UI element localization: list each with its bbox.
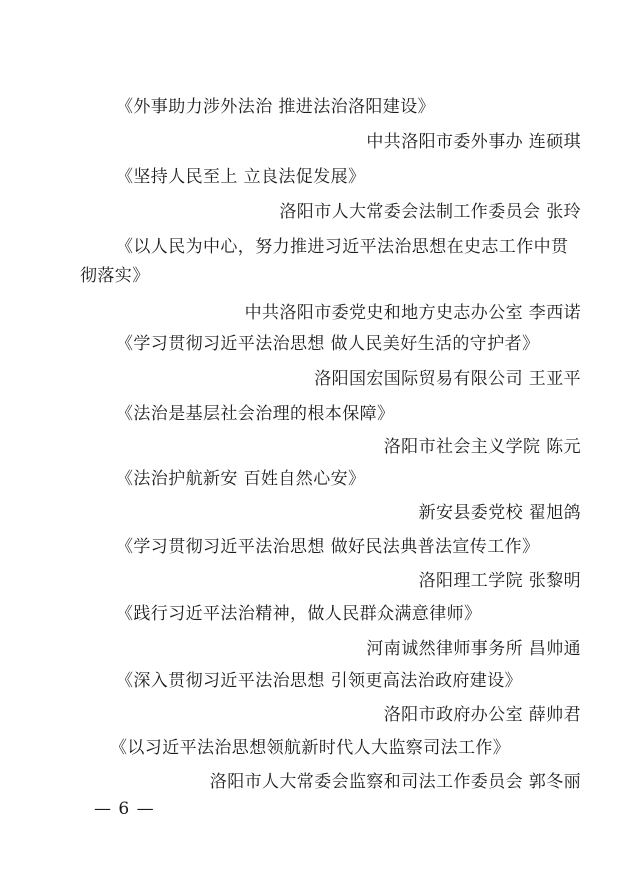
entry-title: 《践行习近平法治精神，做人民群众满意律师》: [116, 604, 482, 624]
entry-author: 中共洛阳市委党史和地方史志办公室 李西诺: [244, 303, 581, 323]
entry-title: 《坚持人民至上 立良法促发展》: [116, 167, 366, 187]
entry-title: 《学习贯彻习近平法治思想 做人民美好生活的守护者》: [116, 334, 540, 354]
entry-title: 《法治护航新安 百姓自然心安》: [116, 469, 366, 489]
entry-title: 《法治是基层社会治理的根本保障》: [116, 404, 395, 424]
entry-title: 《以习近平法治思想领航新时代人大监察司法工作》: [110, 738, 511, 758]
entry-author: 河南诚然律师事务所 昌帅通: [366, 639, 581, 659]
entry-author: 中共洛阳市委外事办 连硕琪: [366, 132, 581, 152]
entry-author: 洛阳市社会主义学院 陈元: [383, 437, 581, 457]
entry-author: 洛阳理工学院 张黎明: [418, 571, 581, 591]
entry-title: 《学习贯彻习近平法治思想 做好民法典普法宣传工作》: [116, 537, 540, 557]
entry-author: 洛阳市人大常委会监察和司法工作委员会 郭冬丽: [209, 772, 581, 792]
entry-title: 《以人民为中心，努力推进习近平法治思想在史志工作中贯: [116, 237, 569, 257]
entry-author: 洛阳市政府办公室 薛帅君: [383, 705, 581, 725]
entry-title: 《外事助力涉外法治 推进法治洛阳建设》: [116, 97, 436, 117]
entry-title-continuation: 彻落实》: [80, 266, 150, 286]
entry-author: 洛阳市人大常委会法制工作委员会 张玲: [279, 202, 581, 222]
entry-title: 《深入贯彻习近平法治思想 引领更高法治政府建设》: [116, 671, 523, 691]
entry-author: 新安县委党校 翟旭鸽: [418, 503, 581, 523]
entry-author: 洛阳国宏国际贸易有限公司 王亚平: [314, 369, 581, 389]
page-number: — 6 —: [94, 799, 155, 819]
